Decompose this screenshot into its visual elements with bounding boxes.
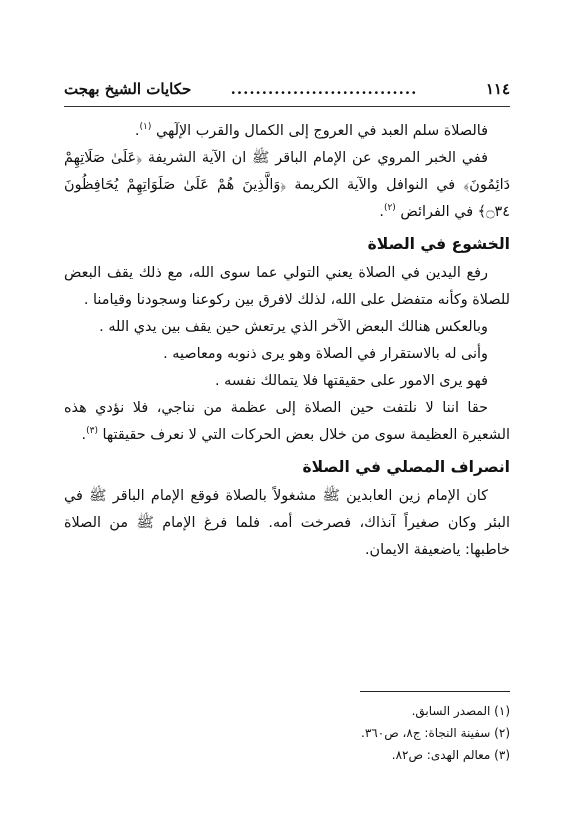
paragraph: كان الإمام زين العابدين ﷺ مشغولاً بالصلاة فوقع الإمام الباقر ﷺ في البئر وكان صغيراً آنذاك، فصرخت أمه. فلما فرغ الإمام ﷺ من الصلاة خاطبها: ياضعيفة الايمان.	[64, 488, 510, 558]
footnotes	[200, 700, 510, 766]
section-heading: انصراف المصلي في الصلاة	[302, 458, 510, 476]
footnote-ref: (٣)	[86, 426, 98, 437]
paragraph: رفع اليدين في الصلاة يعني التولي عما سوى الله، مع ذلك يقف البعض للصلاة وكأنه متفضل على الله، لذلك لافرق بين ركوعنا وسجودنا وقيامنا .	[64, 265, 510, 308]
main-text	[64, 118, 510, 564]
footnote-ref: (٢)	[383, 203, 396, 214]
footnote: (٢) سفينة النجاة: ج٨، ص٣٦٠.	[361, 726, 510, 740]
book-title: حكايات الشيخ بهجت	[64, 80, 192, 98]
paragraph: وبالعكس هنالك البعض الآخر الذي يرتعش حين يقف بين يدي الله .	[99, 319, 488, 335]
header-rule	[64, 106, 510, 107]
footnote: (١) المصدر السابق.	[411, 704, 510, 718]
paragraph: فالصلاة سلم العبد في العروج إلى الكمال والقرب الإلٓهي $^{(١)}$.	[134, 122, 488, 139]
running-header	[64, 80, 510, 106]
section-heading: الخشوع في الصلاة	[367, 235, 510, 253]
paragraph: حقا اننا لا نلتفت حين الصلاة إلى عظمة من نناجي، فلا نؤدي هذه الشعيرة العظيمة سوى من خلال بعض الحركات التي لا نعرف حقيقتها $^{(٣)}$.	[64, 400, 510, 443]
header-leader-dots: ..............................	[230, 80, 418, 98]
footnote-ref: (١)	[139, 122, 152, 133]
paragraph: وأنى له بالاستقرار في الصلاة وهو يرى ذنوبه ومعاصيه .	[163, 346, 488, 362]
paragraph: ففي الخبر المروي عن الإمام الباقر ﷺ ان الآية الشريفة ﴿عَلَىٰ صَلَاتِهِمْ دَائِمُونَ﴾ في النوافل والآية الكريمة ﴿وَالَّذِينَ هُمْ عَلَىٰ صَلَوَاتِهِمْ يُحَافِظُونَ ۝٣٤﴾ في الفرائض $^{(٢)}$.	[64, 150, 510, 220]
page-number: ١١٤	[485, 80, 510, 98]
footnote-rule	[360, 691, 510, 692]
paragraph: فهو يرى الامور على حقيقتها فلا يتمالك نفسه .	[215, 373, 488, 389]
footnote: (٣) معالم الهدى: ص٨٢.	[391, 748, 510, 762]
